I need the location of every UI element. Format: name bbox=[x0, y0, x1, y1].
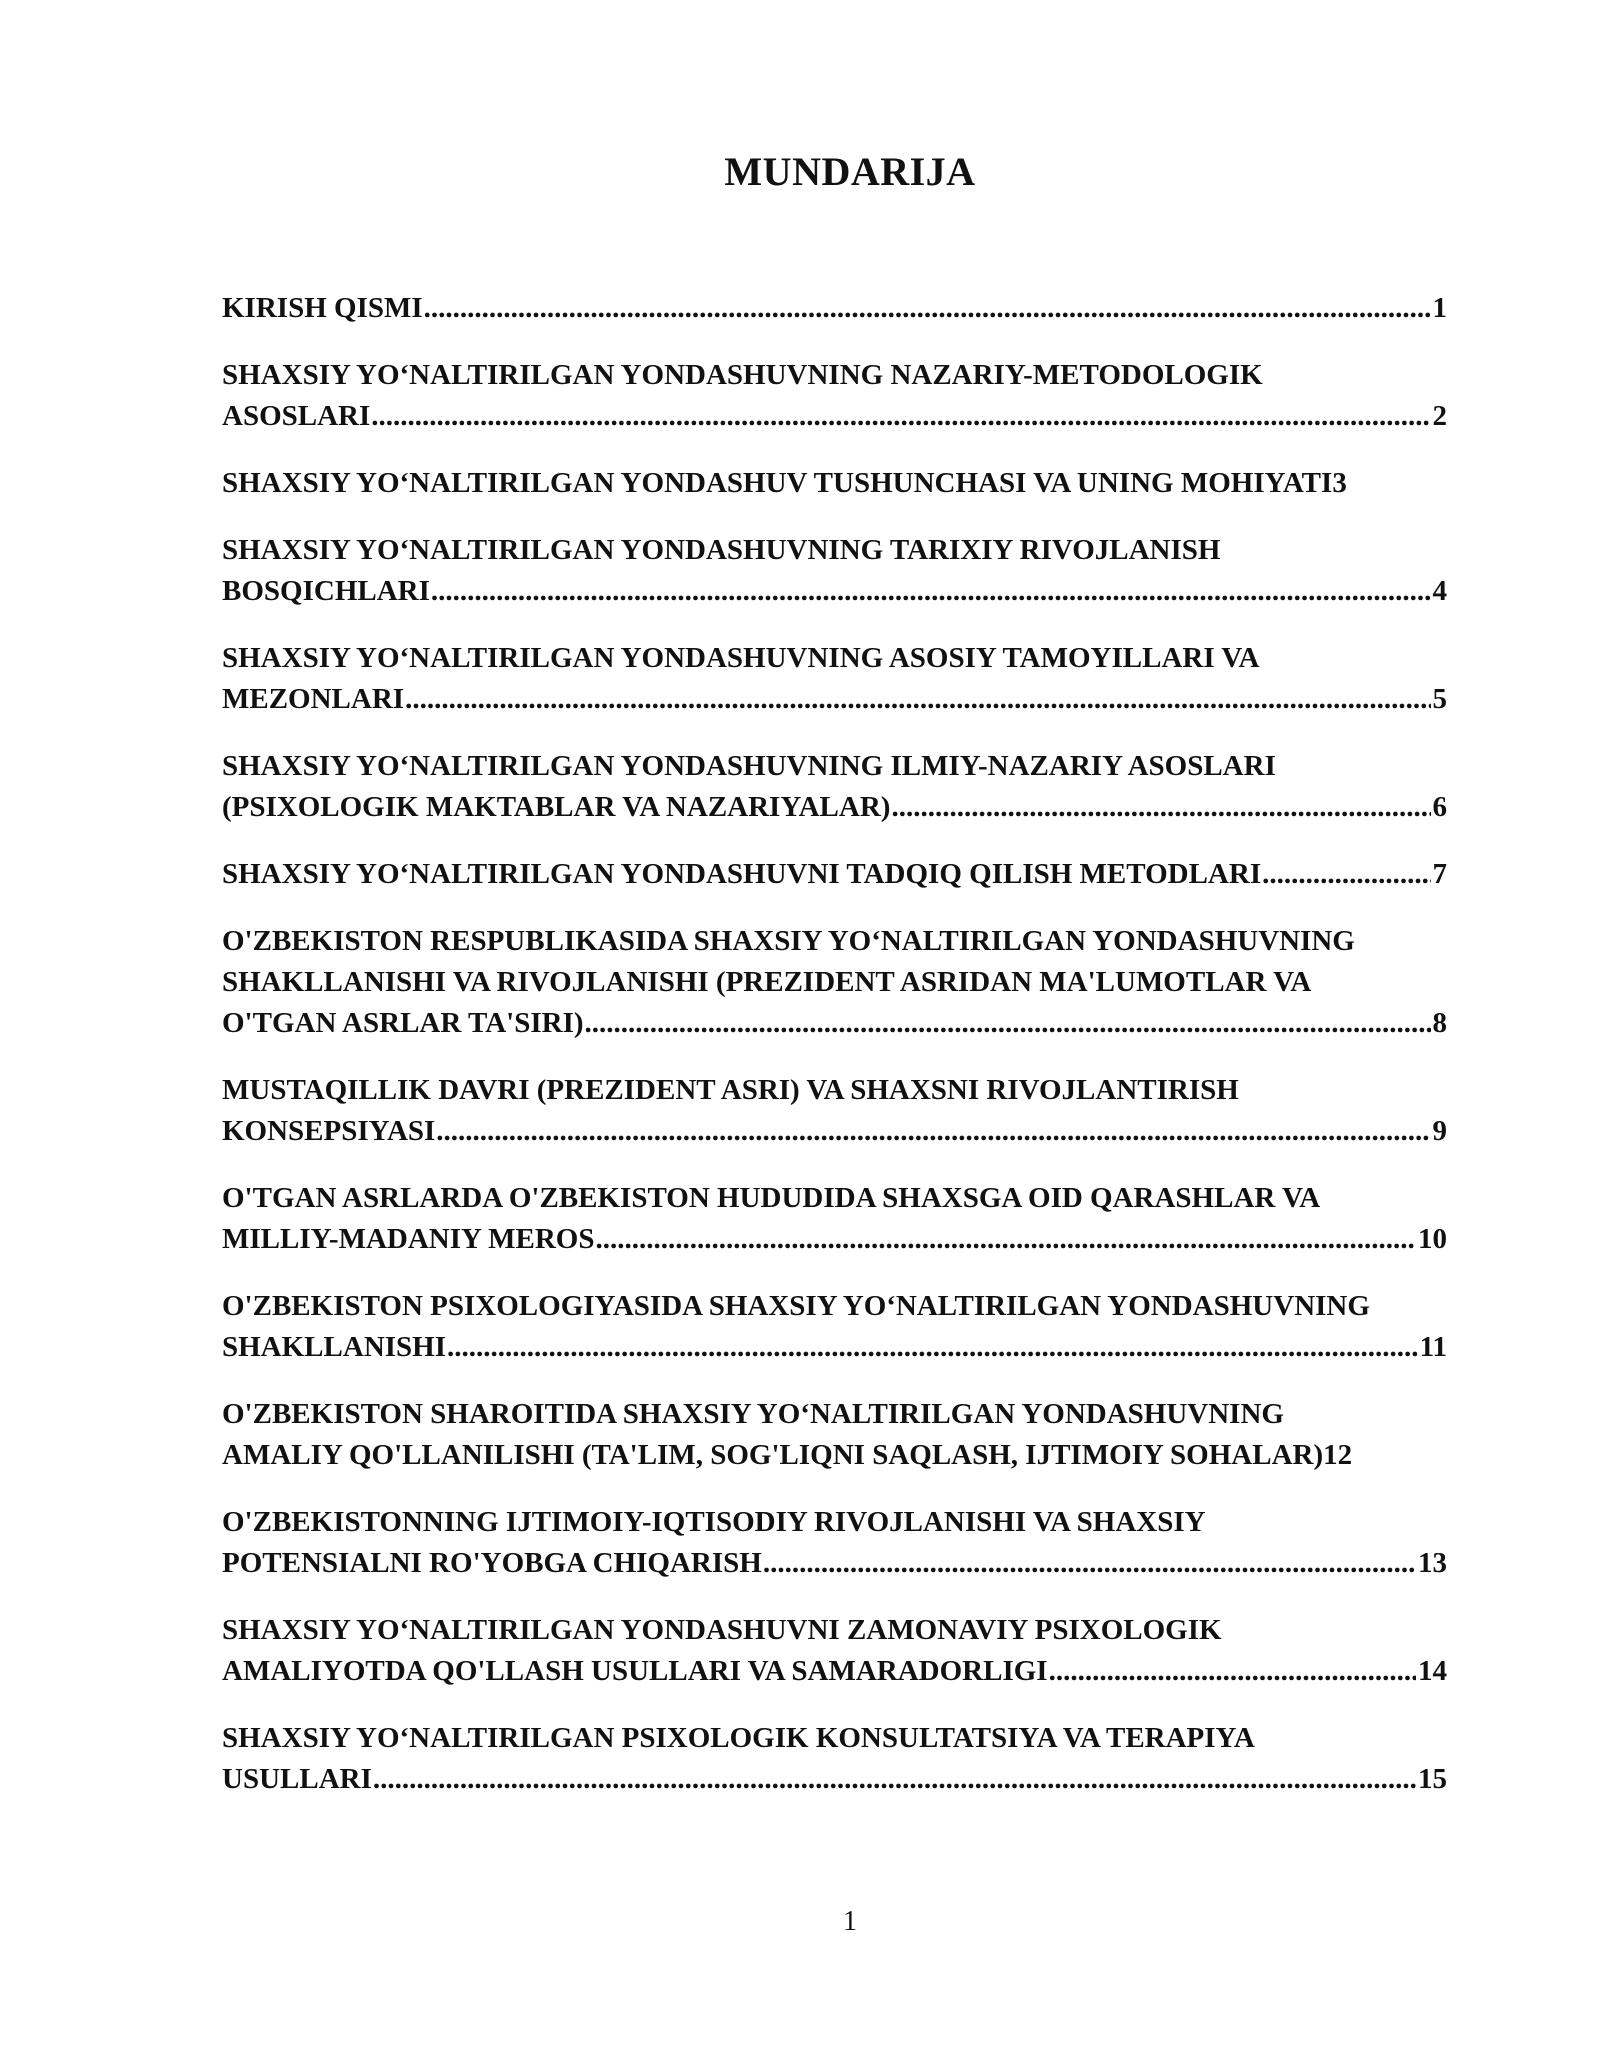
toc-entry[interactable] bbox=[222, 1394, 1447, 1476]
toc-entry-text-line: O'ZBEKISTON SHAROITIDA SHAXSIY YO‘NALTIRILGAN YONDASHUVNING bbox=[222, 1398, 1284, 1430]
toc-entry-final-line bbox=[222, 1219, 1447, 1260]
toc-entry-text-line: O'ZBEKISTONNING IJTIMOIY-IQTISODIY RIVOJLANISHI VA SHAXSIY bbox=[222, 1506, 1206, 1538]
dot-leader bbox=[1049, 1651, 1416, 1692]
toc-entry-text-line: SHAXSIY YO‘NALTIRILGAN YONDASHUVNING TARIXIY RIVOJLANISH bbox=[222, 534, 1221, 566]
toc-entry-final-line bbox=[222, 1111, 1447, 1152]
toc-entry-title: SHAXSIY YO‘NALTIRILGAN YONDASHUV TUSHUNCHASI VA UNING MOHIYATI bbox=[222, 467, 1333, 499]
table-of-contents bbox=[222, 288, 1447, 1826]
toc-entry-final-line bbox=[222, 1543, 1447, 1584]
toc-entry-title: POTENSIALNI RO'YOBGA CHIQARISH bbox=[222, 1547, 762, 1579]
dot-leader bbox=[424, 288, 1431, 329]
toc-entry-final-line bbox=[222, 1435, 1447, 1476]
toc-entry-text-line: O'TGAN ASRLARDA O'ZBEKISTON HUDUDIDA SHAXSGA OID QARASHLAR VA bbox=[222, 1182, 1321, 1214]
toc-entry-text-line: O'ZBEKISTON PSIXOLOGIYASIDA SHAXSIY YO‘NALTIRILGAN YONDASHUVNING bbox=[222, 1290, 1370, 1322]
dot-leader bbox=[431, 571, 1431, 612]
toc-entry-text-line: SHAXSIY YO‘NALTIRILGAN YONDASHUVNING ASOSIY TAMOYILLARI VA bbox=[222, 642, 1260, 674]
toc-entry-final-line bbox=[222, 571, 1447, 612]
toc-entry-final-line bbox=[222, 1003, 1447, 1044]
toc-page-number: 1 bbox=[1432, 292, 1447, 324]
toc-entry-final-line bbox=[222, 787, 1447, 828]
toc-page-number: 5 bbox=[1432, 683, 1447, 715]
toc-entry[interactable] bbox=[222, 1070, 1447, 1152]
toc-entry-text-line: O'ZBEKISTON RESPUBLIKASIDA SHAXSIY YO‘NALTIRILGAN YONDASHUVNING bbox=[222, 925, 1355, 957]
toc-entry-final-line bbox=[222, 1759, 1447, 1800]
toc-page-number: 9 bbox=[1432, 1115, 1447, 1147]
toc-entry[interactable] bbox=[222, 1610, 1447, 1692]
dot-leader bbox=[405, 679, 1430, 720]
toc-entry-title: AMALIY QO'LLANILISHI (TA'LIM, SOG'LIQNI SAQLASH, IJTIMOIY SOHALAR) bbox=[222, 1439, 1324, 1471]
toc-entry-text-line: SHAXSIY YO‘NALTIRILGAN YONDASHUVNI ZAMONAVIY PSIXOLOGIK bbox=[222, 1614, 1222, 1646]
toc-page-number: 10 bbox=[1418, 1223, 1447, 1255]
toc-page-number: 7 bbox=[1432, 858, 1447, 890]
toc-entry[interactable] bbox=[222, 854, 1447, 895]
toc-entry-title: BOSQICHLARI bbox=[222, 575, 430, 607]
toc-entry-text-line: MUSTAQILLIK DAVRI (PREZIDENT ASRI) VA SHAXSNI RIVOJLANTIRISH bbox=[222, 1074, 1239, 1106]
dot-leader bbox=[891, 787, 1430, 828]
dot-leader bbox=[373, 1759, 1416, 1800]
toc-entry[interactable] bbox=[222, 530, 1447, 612]
dot-leader bbox=[595, 1219, 1416, 1260]
toc-entry-final-line bbox=[222, 1327, 1447, 1368]
toc-entry-title: (PSIXOLOGIK MAKTABLAR VA NAZARIYALAR) bbox=[222, 791, 891, 823]
toc-entry-title: KIRISH QISMI bbox=[222, 292, 423, 324]
toc-entry-title: SHAKLLANISHI bbox=[222, 1331, 447, 1363]
toc-entry-title: USULLARI bbox=[222, 1763, 372, 1795]
toc-page-number: 14 bbox=[1418, 1655, 1447, 1687]
toc-entry-title: MILLIY-MADANIY MEROS bbox=[222, 1223, 595, 1255]
toc-page-number: 15 bbox=[1418, 1763, 1447, 1795]
dot-leader bbox=[371, 396, 1430, 437]
toc-entry-final-line bbox=[222, 854, 1447, 895]
toc-page-number: 12 bbox=[1323, 1439, 1353, 1471]
toc-entry-final-line bbox=[222, 288, 1447, 329]
dot-leader bbox=[447, 1327, 1418, 1368]
toc-entry-text-line: SHAXSIY YO‘NALTIRILGAN YONDASHUVNING NAZARIY-METODOLOGIK bbox=[222, 359, 1263, 391]
toc-entry-final-line bbox=[222, 679, 1447, 720]
toc-page-number: 6 bbox=[1432, 791, 1447, 823]
dot-leader bbox=[436, 1111, 1430, 1152]
toc-entry[interactable] bbox=[222, 1286, 1447, 1368]
dot-leader bbox=[585, 1003, 1431, 1044]
toc-entry-title: AMALIYOTDA QO'LLASH USULLARI VA SAMARADORLIGI bbox=[222, 1655, 1048, 1687]
toc-entry-final-line bbox=[222, 1651, 1447, 1692]
toc-entry-final-line bbox=[222, 396, 1447, 437]
toc-entry[interactable] bbox=[222, 1502, 1447, 1584]
toc-entry[interactable] bbox=[222, 1178, 1447, 1260]
toc-entry-title: MEZONLARI bbox=[222, 683, 405, 715]
toc-entry[interactable] bbox=[222, 463, 1447, 504]
toc-page-number: 3 bbox=[1332, 467, 1347, 499]
page-number: 1 bbox=[843, 1906, 857, 1937]
dot-leader bbox=[763, 1543, 1416, 1584]
toc-entry[interactable] bbox=[222, 746, 1447, 828]
toc-page-number: 2 bbox=[1432, 400, 1447, 432]
toc-entry[interactable] bbox=[222, 638, 1447, 720]
toc-entry[interactable] bbox=[222, 288, 1447, 329]
dot-leader bbox=[1262, 854, 1430, 895]
toc-page-number: 8 bbox=[1432, 1007, 1447, 1039]
toc-entry-text-line: SHAKLLANISHI VA RIVOJLANISHI (PREZIDENT ASRIDAN MA'LUMOTLAR VA bbox=[222, 966, 1312, 998]
toc-entry-text-line: SHAXSIY YO‘NALTIRILGAN PSIXOLOGIK KONSULTATSIYA VA TERAPIYA bbox=[222, 1722, 1255, 1754]
toc-page-number: 13 bbox=[1418, 1547, 1447, 1579]
toc-page-number: 4 bbox=[1432, 575, 1447, 607]
toc-entry-text-line: SHAXSIY YO‘NALTIRILGAN YONDASHUVNING ILMIY-NAZARIY ASOSLARI bbox=[222, 750, 1276, 782]
toc-page-number: 11 bbox=[1419, 1331, 1447, 1363]
toc-entry-title: SHAXSIY YO‘NALTIRILGAN YONDASHUVNI TADQIQ QILISH METODLARI bbox=[222, 858, 1262, 890]
toc-entry[interactable] bbox=[222, 1718, 1447, 1800]
toc-entry-title: KONSEPSIYASI bbox=[222, 1115, 436, 1147]
toc-entry-title: ASOSLARI bbox=[222, 400, 371, 432]
page-title: MUNDARIJA bbox=[724, 149, 976, 194]
toc-entry-final-line bbox=[222, 463, 1447, 504]
toc-entry-title: O'TGAN ASRLAR TA'SIRI) bbox=[222, 1007, 584, 1039]
toc-entry[interactable] bbox=[222, 921, 1447, 1044]
toc-entry[interactable] bbox=[222, 355, 1447, 437]
